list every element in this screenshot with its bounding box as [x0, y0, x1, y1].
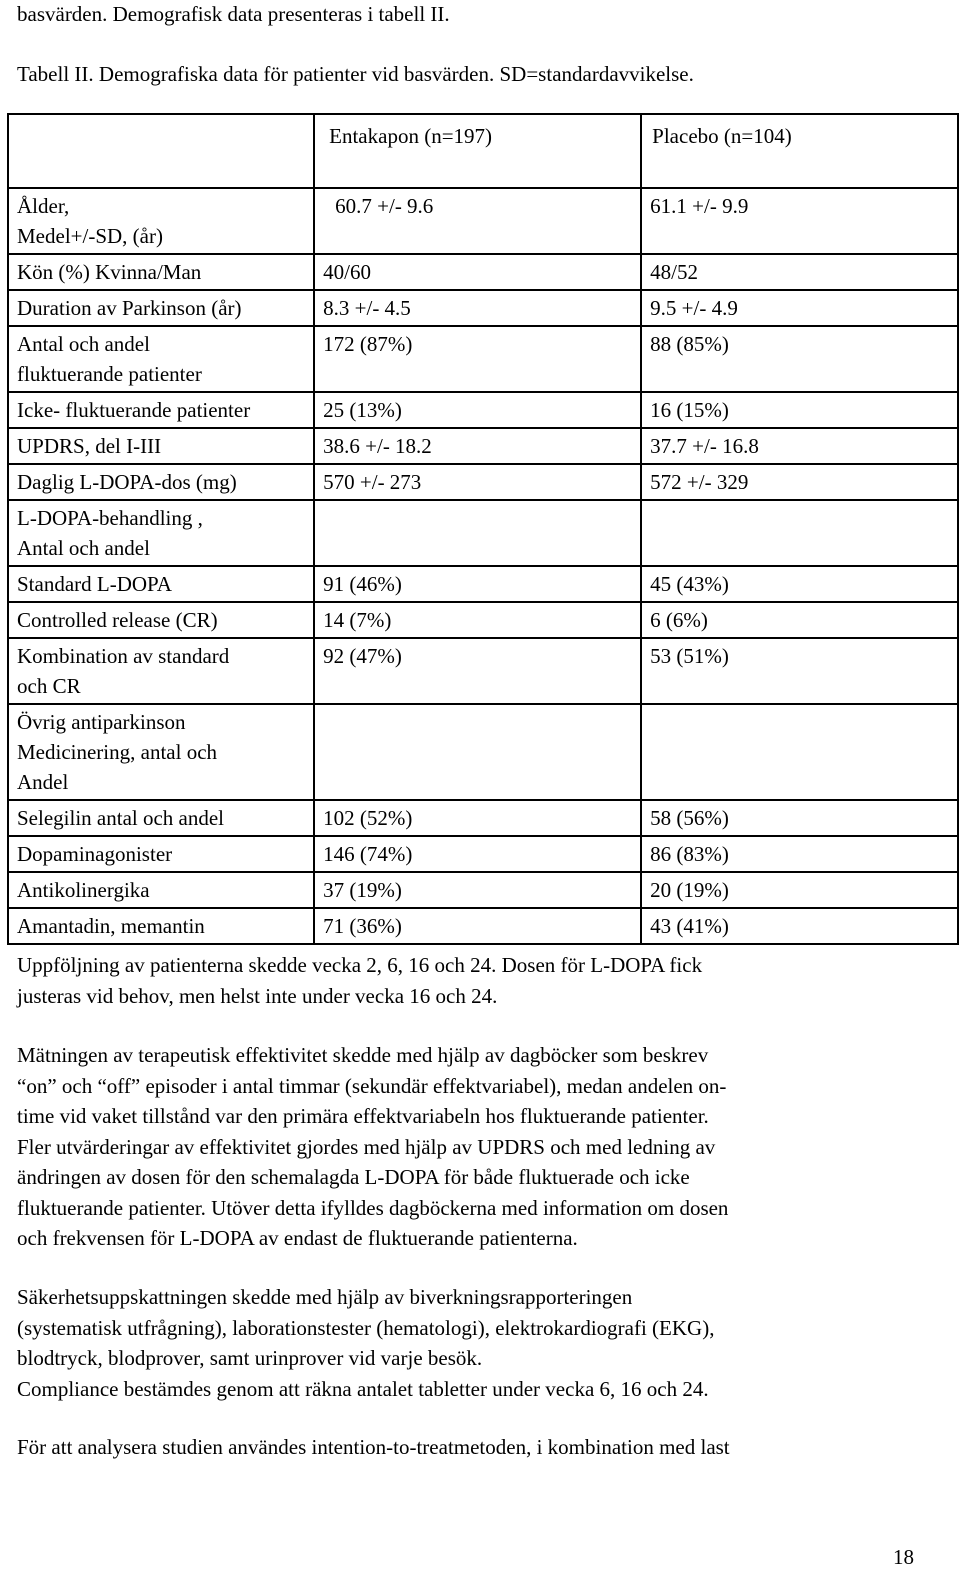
table-row [8, 290, 958, 326]
table-cell: 40/60 [314, 254, 641, 290]
paragraph-followup: Uppföljning av patienterna skedde vecka 2, 6, 16 och 24. Dosen för L-DOPA fick justeras vid behov, men helst inte under vecka 16 och 24. [17, 953, 703, 1008]
row-label-cell: Övrig antiparkinson Medicinering, antal och Andel [8, 704, 314, 800]
table-cell: 37 (19%) [314, 872, 641, 908]
table-header-cell: Placebo (n=104) [641, 114, 958, 188]
row-label-cell: Duration av Parkinson (år) [8, 290, 314, 326]
row-label-cell: UPDRS, del I-III [8, 428, 314, 464]
table-cell: 37.7 +/- 16.8 [641, 428, 958, 464]
table-row [8, 836, 958, 872]
table-row [8, 392, 958, 428]
table-cell: 86 (83%) [641, 836, 958, 872]
table-cell [641, 500, 958, 566]
table-cell [314, 704, 641, 800]
table-cell: 58 (56%) [641, 800, 958, 836]
table-row [8, 326, 958, 392]
row-label-cell: L-DOPA-behandling , Antal och andel [8, 500, 314, 566]
table-cell: 88 (85%) [641, 326, 958, 392]
table-cell: 8.3 +/- 4.5 [314, 290, 641, 326]
row-label-cell: Icke- fluktuerande patienter [8, 392, 314, 428]
table-cell: 572 +/- 329 [641, 464, 958, 500]
row-label-cell: Antal och andel fluktuerande patienter [8, 326, 314, 392]
table-cell: 53 (51%) [641, 638, 958, 704]
table-row [8, 704, 958, 800]
row-label-cell: Selegilin antal och andel [8, 800, 314, 836]
table-row [8, 602, 958, 638]
table-row [8, 500, 958, 566]
table-row [8, 188, 958, 254]
table-cell: 60.7 +/- 9.6 [314, 188, 641, 254]
table-cell: 570 +/- 273 [314, 464, 641, 500]
table-cell: 45 (43%) [641, 566, 958, 602]
table-cell: 9.5 +/- 4.9 [641, 290, 958, 326]
table-cell: 14 (7%) [314, 602, 641, 638]
table-cell: 102 (52%) [314, 800, 641, 836]
table-cell: 146 (74%) [314, 836, 641, 872]
table-row [8, 908, 958, 944]
table-cell: 71 (36%) [314, 908, 641, 944]
row-label-cell: Ålder, Medel+/-SD, (år) [8, 188, 314, 254]
paragraph-safety: Säkerhetsuppskattningen skedde med hjälp av biverkningsrapporteringen (systematisk utfrågning), laborationstester (hematologi), elektrokardiografi (EKG), blodtryck, blodprover, samt urinprover vid varje besök. Compliance bestämdes genom att räkna antalet tabletter under vecka 6, 16 och 24. [17, 1285, 715, 1401]
table-row [8, 428, 958, 464]
table-cell: 38.6 +/- 18.2 [314, 428, 641, 464]
table-header-cell [8, 114, 314, 188]
row-label-cell: Kombination av standard och CR [8, 638, 314, 704]
paragraph-analysis: För att analysera studien användes intention-to-treatmetoden, i kombination med last [17, 1435, 730, 1459]
demographics-table [7, 113, 959, 945]
table-caption: Tabell II. Demografiska data för patienter vid basvärden. SD=standardavvikelse. [17, 62, 694, 86]
table-row [8, 254, 958, 290]
row-label-cell: Antikolinergika [8, 872, 314, 908]
table-cell [641, 704, 958, 800]
table-header-cell: Entakapon (n=197) [314, 114, 641, 188]
table-cell: 6 (6%) [641, 602, 958, 638]
table-cell: 172 (87%) [314, 326, 641, 392]
page-number: 18 [893, 1545, 914, 1569]
table-cell: 92 (47%) [314, 638, 641, 704]
row-label-cell: Dopaminagonister [8, 836, 314, 872]
table-header-row [8, 114, 958, 188]
table-row [8, 638, 958, 704]
table-cell: 91 (46%) [314, 566, 641, 602]
row-label-cell: Daglig L-DOPA-dos (mg) [8, 464, 314, 500]
table-row [8, 872, 958, 908]
table-cell [314, 500, 641, 566]
row-label-cell: Amantadin, memantin [8, 908, 314, 944]
table-cell: 61.1 +/- 9.9 [641, 188, 958, 254]
table-row [8, 566, 958, 602]
paragraph-efficacy: Mätningen av terapeutisk effektivitet skedde med hjälp av dagböcker som beskrev “on” och “off” episoder i antal timmar (sekundär effektvariabel), medan andelen on- time vid vaket tillstånd var den primära effektvariabeln hos fluktuerande patienter. Fler utvärderingar av effektivitet gjordes med hjälp av UPDRS och med ledning av ändringen av dosen för den schemalagda L-DOPA för både fluktuerade och icke fluktuerande patienter. Utöver detta ifylldes dagböckerna med information om dosen och frekvensen för L-DOPA av endast de fluktuerande patienterna. [17, 1043, 729, 1250]
row-label-cell: Controlled release (CR) [8, 602, 314, 638]
table-cell: 16 (15%) [641, 392, 958, 428]
row-label-cell: Kön (%) Kvinna/Man [8, 254, 314, 290]
table-cell: 20 (19%) [641, 872, 958, 908]
table-cell: 25 (13%) [314, 392, 641, 428]
table-row [8, 464, 958, 500]
table-cell: 48/52 [641, 254, 958, 290]
table-cell: 43 (41%) [641, 908, 958, 944]
top-line: basvärden. Demografisk data presenteras i tabell II. [17, 2, 450, 26]
row-label-cell: Standard L-DOPA [8, 566, 314, 602]
table-row [8, 800, 958, 836]
